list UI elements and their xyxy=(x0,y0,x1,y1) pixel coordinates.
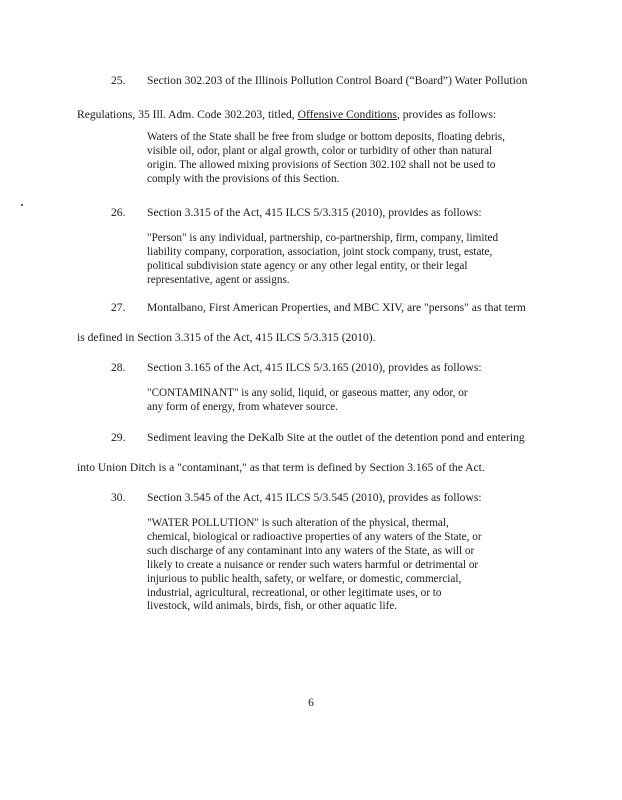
offensive-conditions-title: Offensive Conditions xyxy=(297,108,397,121)
paragraph-27-number: 27. xyxy=(111,301,126,314)
quote-line: "CONTAMINANT" is any solid, liquid, or gaseous matter, any odor, or xyxy=(147,387,468,399)
paragraph-25-line-2-post: , provides as follows: xyxy=(396,108,497,121)
quote-line: origin. The allowed mixing provisions of Section 302.102 shall not be used to xyxy=(147,158,496,171)
quote-line: likely to create a nuisance or render such waters harmful or detrimental or xyxy=(147,558,479,571)
quote-line: industrial, agricultural, recreational, or other legitimate uses, or to xyxy=(147,586,442,599)
quote-line: "Person" is any individual, partnership, co-partnership, firm, company, limited xyxy=(147,232,499,244)
paragraph-29-number: 29. xyxy=(111,431,126,444)
paragraph-29-line-1: Sediment leaving the DeKalb Site at the outlet of the detention pond and entering xyxy=(147,431,525,444)
paragraph-26-line-1: Section 3.315 of the Act, 415 ILCS 5/3.315 (2010), provides as follows: xyxy=(147,206,482,219)
quote-line: Waters of the State shall be free from sludge or bottom deposits, floating debris, xyxy=(147,131,505,143)
paragraph-28-quote xyxy=(147,387,468,415)
paragraph-29-line-2: into Union Ditch is a "contaminant," as that term is defined by Section 3.165 of the Act. xyxy=(77,461,485,474)
quote-line: political subdivision state agency or any other legal entity, or their legal xyxy=(147,259,468,272)
paragraph-25-number: 25. xyxy=(111,74,126,87)
quote-line: chemical, biological or radioactive properties of any waters of the State, or xyxy=(147,530,482,543)
paragraph-26-quote xyxy=(147,232,498,288)
quote-line: representative, agent or assigns. xyxy=(147,273,290,286)
paragraph-26-number: 26. xyxy=(111,206,126,219)
paragraph-25-line-1: Section 302.203 of the Illinois Pollution Control Board (“Board”) Water Pollution xyxy=(147,74,528,87)
page-number: 6 xyxy=(308,696,314,709)
quote-line: "WATER POLLUTION" is such alteration of the physical, thermal, xyxy=(147,517,449,529)
paragraph-25-line-2-pre: Regulations, 35 Ill. Adm. Code 302.203, titled, xyxy=(77,108,298,121)
paragraph-30-number: 30. xyxy=(111,491,126,504)
paragraph-30-quote xyxy=(147,517,482,614)
quote-line: liability company, corporation, association, joint stock company, trust, estate, xyxy=(147,245,493,258)
paragraph-28-line-1: Section 3.165 of the Act, 415 ILCS 5/3.165 (2010), provides as follows: xyxy=(147,361,482,374)
quote-line: comply with the provisions of this Section. xyxy=(147,172,340,185)
quote-line: any form of energy, from whatever source. xyxy=(147,400,339,413)
quote-line: livestock, wild animals, birds, fish, or other aquatic life. xyxy=(147,600,398,613)
quote-line: injurious to public health, safety, or welfare, or domestic, commercial, xyxy=(147,572,462,585)
paragraph-27-line-2: is defined in Section 3.315 of the Act, 415 ILCS 5/3.315 (2010). xyxy=(77,331,376,344)
paragraph-25-line-2 xyxy=(77,108,496,122)
paragraph-27-line-1: Montalbano, First American Properties, and MBC XIV, are "persons" as that term xyxy=(147,301,526,314)
quote-line: visible oil, odor, plant or algal growth, color or turbidity of other than natural xyxy=(147,144,493,157)
paragraph-25-quote xyxy=(147,131,505,187)
quote-line: such discharge of any contaminant into any waters of the State, as will or xyxy=(147,544,475,557)
paragraph-30-line-1: Section 3.545 of the Act, 415 ILCS 5/3.545 (2010), provides as follows: xyxy=(147,491,482,504)
paragraph-28-number: 28. xyxy=(111,361,126,374)
scan-speck xyxy=(21,204,23,206)
